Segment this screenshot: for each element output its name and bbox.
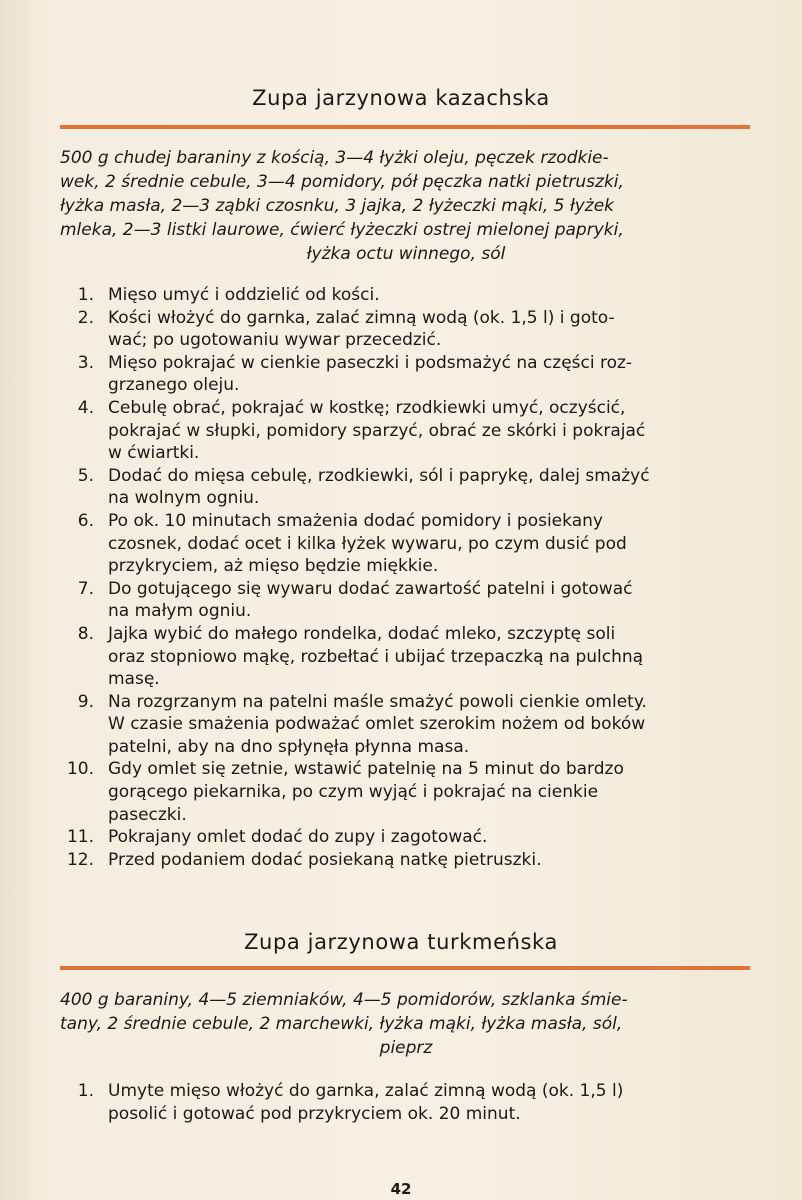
step-item <box>60 691 752 759</box>
step-text: Po ok. 10 minutach smażenia dodać pomidory i posiekany <box>108 510 603 531</box>
step-text: na małym ogniu. <box>108 601 252 622</box>
steps-list <box>60 284 752 871</box>
step-text: Umyte mięso włożyć do garnka, zalać zimną wodą (ok. 1,5 l) <box>108 1081 624 1101</box>
step-number: 6. <box>77 510 94 531</box>
step-item <box>60 758 752 826</box>
step-text: masę. <box>108 669 160 690</box>
ingredients-line: 500 g chudej baraniny z kością, 3—4 łyżki oleju, pęczek rzodkie- <box>60 148 609 168</box>
recipe-title: Zupa jarzynowa turkmeńska <box>244 930 558 954</box>
step-item <box>60 1080 752 1125</box>
ingredients-line: łyżka octu winnego, sól <box>306 244 506 264</box>
step-text: pokrajać w słupki, pomidory sparzyć, obrać ze skórki i pokrajać <box>108 420 646 441</box>
ingredients-line: wek, 2 średnie cebule, 3—4 pomidory, pół pęczka natki pietruszki, <box>60 172 624 192</box>
step-text: patelni, aby na dno spłynęła płynna masa. <box>108 736 470 757</box>
step-item <box>60 623 752 691</box>
step-number: 7. <box>77 578 94 599</box>
step-item <box>60 849 752 872</box>
ingredients-line: mleka, 2—3 listki laurowe, ćwierć łyżeczki ostrej mielonej papryki, <box>60 220 624 240</box>
recipe-title: Zupa jarzynowa kazachska <box>252 86 550 110</box>
step-item <box>60 397 752 465</box>
step-number: 1. <box>77 285 94 305</box>
step-text: gorącego piekarnika, po czym wyjąć i pokrajać na cienkie <box>108 782 599 803</box>
step-text: na wolnym ogniu. <box>108 488 260 509</box>
ingredients-list <box>60 988 752 1060</box>
step-number: 3. <box>77 352 94 373</box>
step-item <box>60 510 752 578</box>
step-item <box>60 307 752 352</box>
title-divider <box>60 125 750 129</box>
step-text: Dodać do mięsa cebulę, rzodkiewki, sól i paprykę, dalej smażyć <box>108 465 650 486</box>
ingredients-line: tany, 2 średnie cebule, 2 marchewki, łyżka mąki, łyżka masła, sól, <box>60 1014 623 1034</box>
step-number: 4. <box>77 397 94 418</box>
step-text: Cebulę obrać, pokrajać w kostkę; rzodkiewki umyć, oczyścić, <box>108 397 626 418</box>
step-text: Gdy omlet się zetnie, wstawić patelnię na 5 minut do bardzo <box>108 759 624 780</box>
step-text: posolić i gotować pod przykryciem ok. 20 minut. <box>108 1103 521 1124</box>
step-text: oraz stopniowo mąkę, rozbełtać i ubijać trzepaczką na pulchną <box>108 646 644 667</box>
step-text: wać; po ugotowaniu wywar przecedzić. <box>108 330 442 351</box>
step-text: Jajka wybić do małego rondelka, dodać mleko, szczyptę soli <box>108 623 616 644</box>
ingredients-line: 400 g baraniny, 4—5 ziemniaków, 4—5 pomidorów, szklanka śmie- <box>60 990 628 1010</box>
step-item <box>60 284 752 307</box>
step-text: Na rozgrzanym na patelni maśle smażyć powoli cienkie omlety. <box>108 691 647 712</box>
step-text: czosnek, dodać ocet i kilka łyżek wywaru, po czym dusić pod <box>108 533 627 554</box>
step-number: 10. <box>66 759 94 780</box>
step-text: grzanego oleju. <box>108 375 240 396</box>
page-number: 42 <box>390 1180 412 1198</box>
ingredients-line: łyżka masła, 2—3 ząbki czosnku, 3 jajka, 2 łyżeczki mąki, 5 łyżek <box>60 196 615 216</box>
step-text: paseczki. <box>108 804 187 825</box>
step-text: Do gotującego się wywaru dodać zawartość patelni i gotować <box>108 578 633 599</box>
step-item <box>60 578 752 623</box>
step-number: 12. <box>66 849 94 870</box>
step-number: 11. <box>66 827 94 848</box>
ingredients-line: pieprz <box>379 1038 433 1058</box>
step-number: 8. <box>77 623 94 644</box>
step-text: W czasie smażenia podważać omlet szerokim nożem od boków <box>108 714 646 735</box>
step-text: Mięso umyć i oddzielić od kości. <box>108 285 380 305</box>
step-text: przykryciem, aż mięso będzie miękkie. <box>108 556 439 577</box>
step-number: 2. <box>77 307 94 328</box>
step-number: 9. <box>77 691 94 712</box>
step-text: Mięso pokrajać w cienkie paseczki i podsmażyć na części roz- <box>108 352 633 373</box>
step-item <box>60 465 752 510</box>
step-item <box>60 352 752 397</box>
steps-list <box>60 1080 752 1125</box>
step-number: 1. <box>77 1081 94 1101</box>
step-text: Kości włożyć do garnka, zalać zimną wodą (ok. 1,5 l) i goto- <box>108 307 615 328</box>
step-text: w ćwiartki. <box>108 443 200 464</box>
step-text: Pokrajany omlet dodać do zupy i zagotować. <box>108 827 488 848</box>
step-text: Przed podaniem dodać posiekaną natkę pietruszki. <box>108 849 542 870</box>
title-divider <box>60 966 750 970</box>
step-number: 5. <box>77 465 94 486</box>
ingredients-list <box>60 146 752 266</box>
step-item <box>60 826 752 849</box>
